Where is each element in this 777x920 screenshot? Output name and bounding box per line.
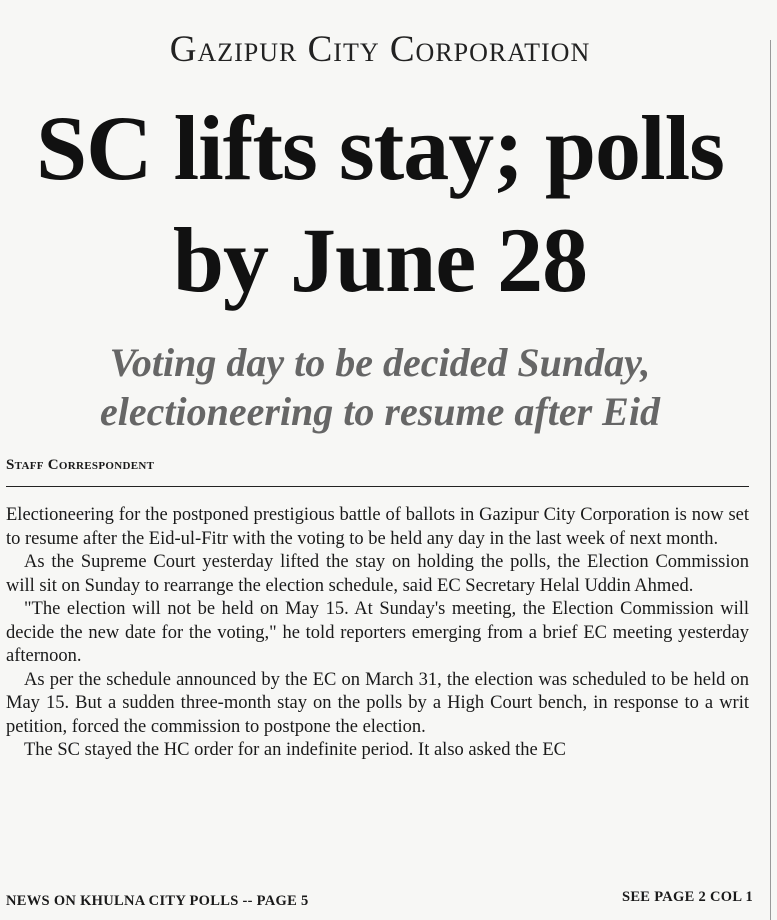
paragraph-4: As per the schedule announced by the EC on March 31, the election was scheduled to be held on May 15. But a sudden three-month stay on the polls by a High Court bench, in response to a writ petition, forced the commission to postpone the election. bbox=[6, 669, 749, 737]
section-kicker: Gazipur City Corporation bbox=[169, 29, 591, 70]
paragraph-3: "The election will not be held on May 15. At Sunday's meeting, the Election Commission will decide the new date for the voting," he told reporters emerging from a brief EC meeting yesterday afternoon. bbox=[6, 599, 749, 666]
continued-jump-line[interactable]: SEE PAGE 2 COL 1 bbox=[621, 889, 753, 905]
article-body bbox=[6, 504, 749, 763]
headline-line-2: by June 28 bbox=[172, 209, 588, 311]
paragraph-5: The SC stayed the HC order for an indefinite period. It also asked the EC bbox=[24, 740, 567, 760]
subheadline bbox=[0, 338, 760, 436]
subheadline-line-2: electioneering to resume after Eid bbox=[100, 389, 660, 434]
paragraph-1: Electioneering for the postponed prestigious battle of ballots in Gazipur City Corporation is now set to resume after the Eid-ul-Fitr with the voting to be held any day in the last week of next month. bbox=[6, 505, 749, 549]
headline bbox=[0, 92, 760, 316]
paragraph-2: As the Supreme Court yesterday lifted the stay on holding the polls, the Election Commission will sit on Sunday to rearrange the election schedule, said EC Secretary Helal Uddin Ahmed. bbox=[6, 552, 749, 596]
jump-line-khulna-news[interactable]: NEWS ON KHULNA CITY POLLS -- PAGE 5 bbox=[6, 893, 309, 909]
byline-divider bbox=[6, 486, 749, 487]
subheadline-line-1: Voting day to be decided Sunday, bbox=[109, 340, 651, 385]
headline-line-1: SC lifts stay; polls bbox=[36, 97, 724, 199]
column-divider bbox=[770, 40, 771, 920]
byline: Staff Correspondent bbox=[6, 457, 155, 473]
